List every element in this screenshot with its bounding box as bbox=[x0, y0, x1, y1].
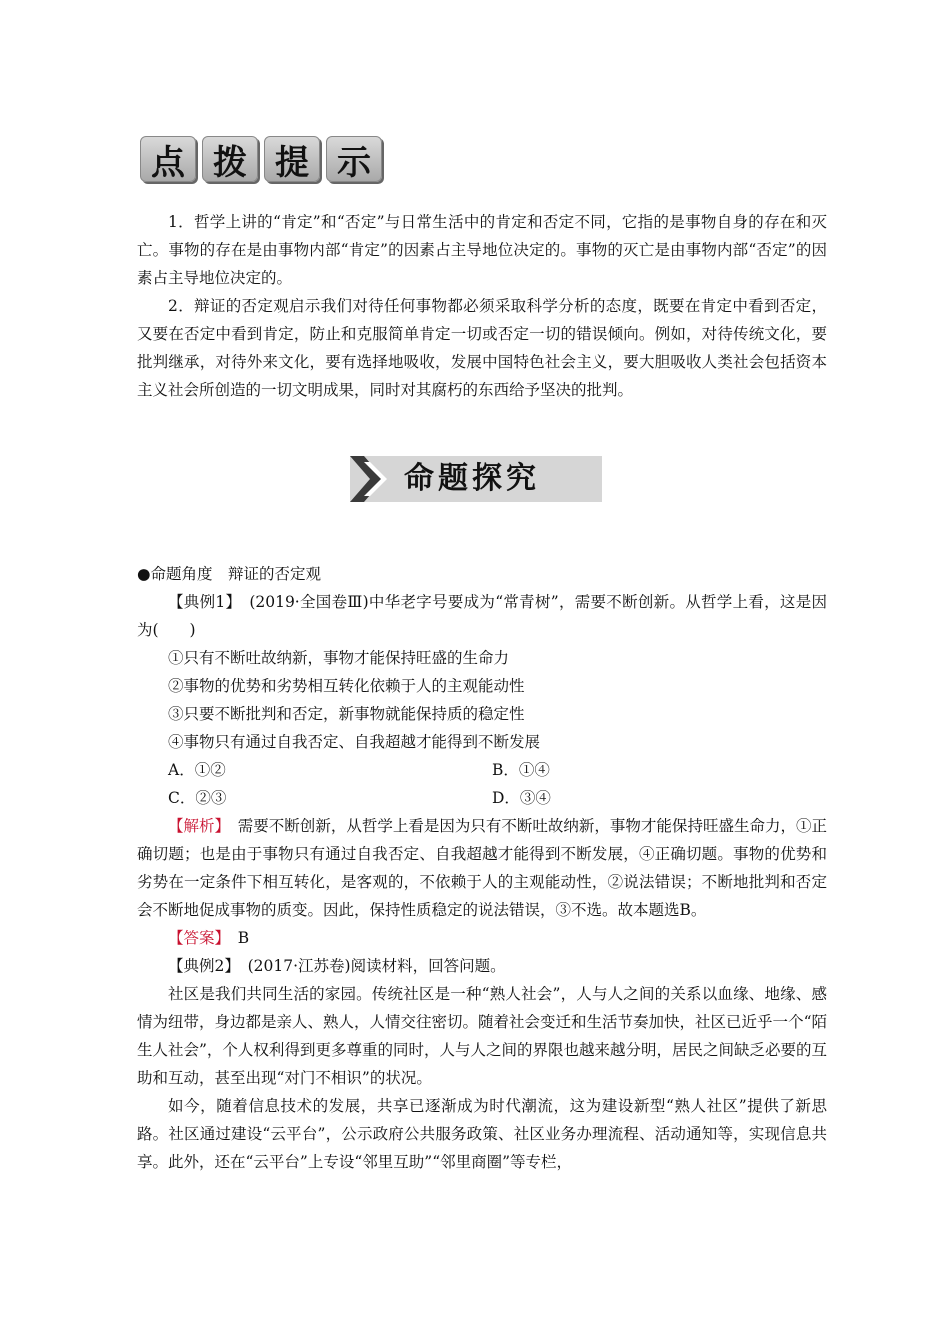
tips-banner-char: 示 bbox=[326, 136, 382, 182]
example1-options-row bbox=[137, 756, 827, 784]
chevron-right-icon bbox=[350, 456, 396, 502]
example1-item: ①只有不断吐故纳新，事物才能保持旺盛的生命力 bbox=[168, 649, 510, 667]
option-a: A．①② bbox=[168, 761, 226, 779]
example1-analysis: 【解析】 需要不断创新，从哲学上看是因为只有不断吐故纳新，事物才能保持旺盛生命力，①正确切题；也是由于事物只有通过自我否定、自我超越才能得到不断发展，④正确切题。事物的优势和劣势在一定条件下相互转化，是客观的，不依赖于人的主观能动性，②说法错误；不断地批判和否定会不断地促成事物的质变。因此，保持性质稳定的说法错误，③不选。故本题选B。 bbox=[137, 817, 827, 919]
tips-banner-char: 点 bbox=[140, 136, 196, 182]
section-title: 命题探究 bbox=[404, 461, 540, 496]
example1-answer: 【答案】 B bbox=[168, 929, 250, 947]
option-c: C．②③ bbox=[168, 789, 227, 807]
example1-options-row bbox=[137, 784, 827, 812]
tips-banner-char: 拨 bbox=[202, 136, 258, 182]
example1-stem: 【典例1】 (2019·全国卷Ⅲ)中华老字号要成为“常青树”，需要不断创新。从哲学上看，这是因为( ) bbox=[137, 593, 827, 639]
option-b: B．①④ bbox=[492, 761, 550, 779]
tip-paragraph: 2．辩证的否定观启示我们对待任何事物都必须采取科学分析的态度，既要在肯定中看到否定，又要在否定中看到肯定，防止和克服简单肯定一切或否定一切的错误倾向。例如，对待传统文化，要批判继承，对待外来文化，要有选择地吸收，发展中国特色社会主义，要大胆吸收人类社会包括资本主义社会所创造的一切文明成果，同时对其腐朽的东西给予坚决的批判。 bbox=[137, 297, 827, 399]
answer-label: 【答案】 bbox=[168, 929, 223, 947]
example2-paragraph: 社区是我们共同生活的家园。传统社区是一种“熟人社会”，人与人之间的关系以血缘、地缘、感情为纽带，身边都是亲人、熟人，人情交往密切。随着社会变迁和生活节奏加快，社区已近乎一个“陌生人社会”，个人权利得到更多尊重的同时，人与人之间的界限也越来越分明，居民之间缺乏必要的互助和互动，甚至出现“对门不相识”的状况。 bbox=[137, 985, 827, 1087]
examples-section bbox=[137, 560, 827, 1176]
example2-label: 【典例2】 bbox=[168, 957, 233, 975]
example1-item: ③只要不断批判和否定，新事物就能保持质的稳定性 bbox=[168, 705, 525, 723]
question-angle: ●命题角度 辩证的否定观 bbox=[137, 565, 322, 583]
example1-label: 【典例1】 bbox=[168, 593, 234, 611]
example2-stem: 【典例2】 (2017·江苏卷)阅读材料，回答问题。 bbox=[168, 957, 506, 975]
tip-paragraph: 1．哲学上讲的“肯定”和“否定”与日常生活中的肯定和否定不同，它指的是事物自身的存在和灭亡。事物的存在是由事物内部“肯定”的因素占主导地位决定的。事物的灭亡是由事物内部“否定”的因素占主导地位决定的。 bbox=[137, 213, 827, 287]
analysis-label: 【解析】 bbox=[168, 817, 223, 835]
example2-paragraph: 如今，随着信息技术的发展，共享已逐渐成为时代潮流，这为建设新型“熟人社区”提供了新思路。社区通过建设“云平台”，公示政府公共服务政策、社区业务办理流程、活动通知等，实现信息共享。此外，还在“云平台”上专设“邻里互助”“邻里商圈”等专栏， bbox=[137, 1097, 827, 1171]
section-banner bbox=[350, 456, 602, 502]
tips-banner-char: 提 bbox=[264, 136, 320, 182]
tips-section bbox=[137, 208, 827, 404]
tips-banner bbox=[140, 136, 382, 184]
example1-item: ②事物的优势和劣势相互转化依赖于人的主观能动性 bbox=[168, 677, 525, 695]
example1-item: ④事物只有通过自我否定、自我超越才能得到不断发展 bbox=[168, 733, 541, 751]
option-d: D．③④ bbox=[492, 789, 551, 807]
